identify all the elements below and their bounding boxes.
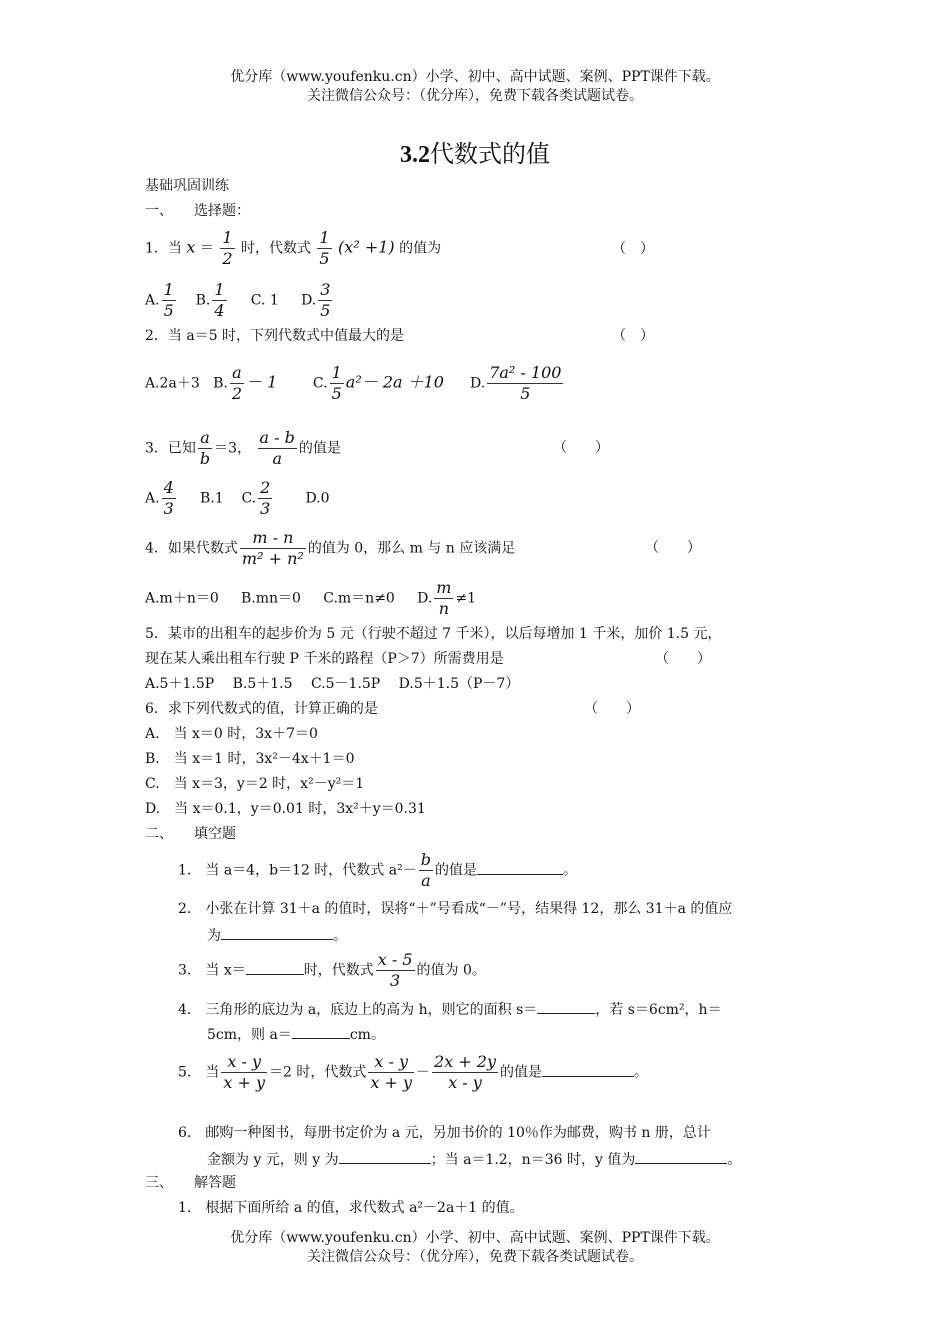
fill-2-line-1: 2． 小张在计算 31＋a 的值时，误将“＋”号看成“－”号，结果得 12，那么 31＋a 的值应: [178, 901, 733, 917]
answer-bracket-q2: （ ）: [612, 328, 654, 344]
options-q2: A.2a＋3 B. $\frac{a}{2}$ － 1 C. $\frac{1}{5}$ a²－ 2a ＋10: [145, 363, 444, 403]
title-text: 代数式的值: [430, 140, 550, 168]
options-q1: A. $\frac{1}{5}$ B. $\frac{1}{4}$ C. 1 D. $\frac{3}{5}$: [145, 280, 331, 320]
fill-5: 5． 当 $\frac{x - y}{x + y}$ ＝2 时，代数式 $\frac{x - y}{x + y}$ － $\frac{2x + 2y}{x - y}$ 的值是 。: [178, 1052, 649, 1092]
question-2: 2．当 a＝5 时，下列代数式中值最大的是: [145, 328, 405, 344]
fraction-fifth: $\frac{1}{5}$: [319, 228, 330, 268]
fill-3: 3． 当 x＝ 时，代数式 $\frac{x - 5}{3}$ 的值为 0。: [178, 950, 486, 990]
section-choice-heading: 一、 选择题：: [145, 203, 250, 219]
answer-bracket-q1: （ ）: [612, 241, 654, 257]
options-q3: A. $\frac{4}{3}$ B.1 C. $\frac{2}{3}$ D.0: [145, 478, 330, 518]
option-q2-d: D. $\frac{\text{7a² - 100}}{5}$: [470, 363, 562, 403]
page-title: [0, 134, 950, 169]
answer-bracket-q6: （ ）: [584, 701, 640, 717]
footer-line-1: 优分库（www.youfenku.cn）小学、初中、高中试题、案例、PPT课件下载。: [230, 1230, 720, 1246]
answer-blank[interactable]: [537, 999, 595, 1014]
options-q4: A.m＋n＝0 B.mn＝0 C.m＝n≠0 D. $\frac{m}{n}$ ≠1: [145, 578, 477, 618]
fill-6-line-2: 金额为 y 元，则 y 为 ；当 a＝1.2，n＝36 时，y 值为 。: [207, 1149, 741, 1169]
fill-1: 1． 当 a＝4，b＝12 时，代数式 a²－ $\frac{b}{a}$ 的值是 。: [178, 850, 577, 890]
answer-bracket-q5: （ ）: [655, 651, 711, 667]
answer-blank[interactable]: [339, 1149, 431, 1164]
fill-4-line-2: 5cm，则 a＝ cm。: [207, 1024, 385, 1044]
fill-4-line-1: 4． 三角形的底边为 a，底边上的高为 h，则它的面积 s＝ ，若 s＝6cm²，h＝: [178, 999, 722, 1019]
answer-blank[interactable]: [477, 860, 563, 875]
solve-1: 1． 根据下面所给 a 的值，求代数式 a²－2a＋1 的值。: [178, 1200, 524, 1216]
option-q6-b: B. 当 x＝1 时，3x²－4x＋1＝0: [145, 751, 355, 767]
option-q6-a: A. 当 x＝0 时，3x＋7＝0: [145, 726, 318, 742]
answer-blank[interactable]: [635, 1149, 727, 1164]
section-solve-heading: 三、 解答题: [145, 1175, 236, 1191]
options-q5: A.5＋1.5P B.5＋1.5 C.5－1.5P D.5＋1.5（P－7）: [145, 676, 520, 692]
question-5-line-1: 5．某市的出租车的起步价为 5 元（行驶不超过 7 千米），以后每增加 1 千米，加价 1.5 元，: [145, 626, 722, 642]
question-4: 4．如果代数式 $\frac{m - n}{\text{m² + n²}}$ 的值为 0，那么 m 与 n 应该满足: [145, 528, 516, 568]
fraction-half: $\frac{1}{2}$: [222, 228, 233, 268]
header-line-2: 关注微信公众号：（优分库），免费下载各类试题试卷。: [307, 88, 643, 104]
header-line-1: 优分库（www.youfenku.cn）小学、初中、高中试题、案例、PPT课件下载。: [230, 69, 720, 85]
answer-bracket-q3: （ ）: [553, 440, 609, 456]
answer-blank[interactable]: [542, 1062, 634, 1077]
question-1: 1．当 x ＝ $\frac{1}{2}$ 时，代数式 $\frac{1}{5}$ (x² +1) 的值为: [145, 228, 442, 268]
answer-bracket-q4: （ ）: [645, 540, 701, 556]
title-number: 3.2: [400, 142, 430, 168]
question-5-line-2: 现在某人乘出租车行驶 P 千米的路程（P＞7）所需费用是: [145, 651, 504, 667]
answer-blank[interactable]: [292, 1024, 350, 1039]
footer-line-2: 关注微信公众号：（优分库），免费下载各类试题试卷。: [307, 1249, 643, 1265]
subtitle: 基础巩固训练: [145, 178, 229, 194]
question-3: 3．已知 $\frac{a}{b}$ ＝3， $\frac{a - b}{a}$ 的值是: [145, 428, 341, 468]
option-q6-c: C. 当 x＝3，y＝2 时，x²－y²＝1: [145, 776, 365, 792]
option-q6-d: D. 当 x＝0.1，y＝0.01 时，3x²＋y＝0.31: [145, 801, 426, 817]
answer-blank[interactable]: [246, 960, 304, 975]
answer-blank[interactable]: [221, 925, 333, 940]
fill-6-line-1: 6． 邮购一种图书，每册书定价为 a 元，另加书价的 10％作为邮费，购书 n 册，总计: [178, 1125, 711, 1141]
question-6: 6．求下列代数式的值，计算正确的是: [145, 701, 378, 717]
fill-2-line-2: 为 。: [207, 925, 347, 945]
section-fill-heading: 二、 填空题: [145, 826, 236, 842]
